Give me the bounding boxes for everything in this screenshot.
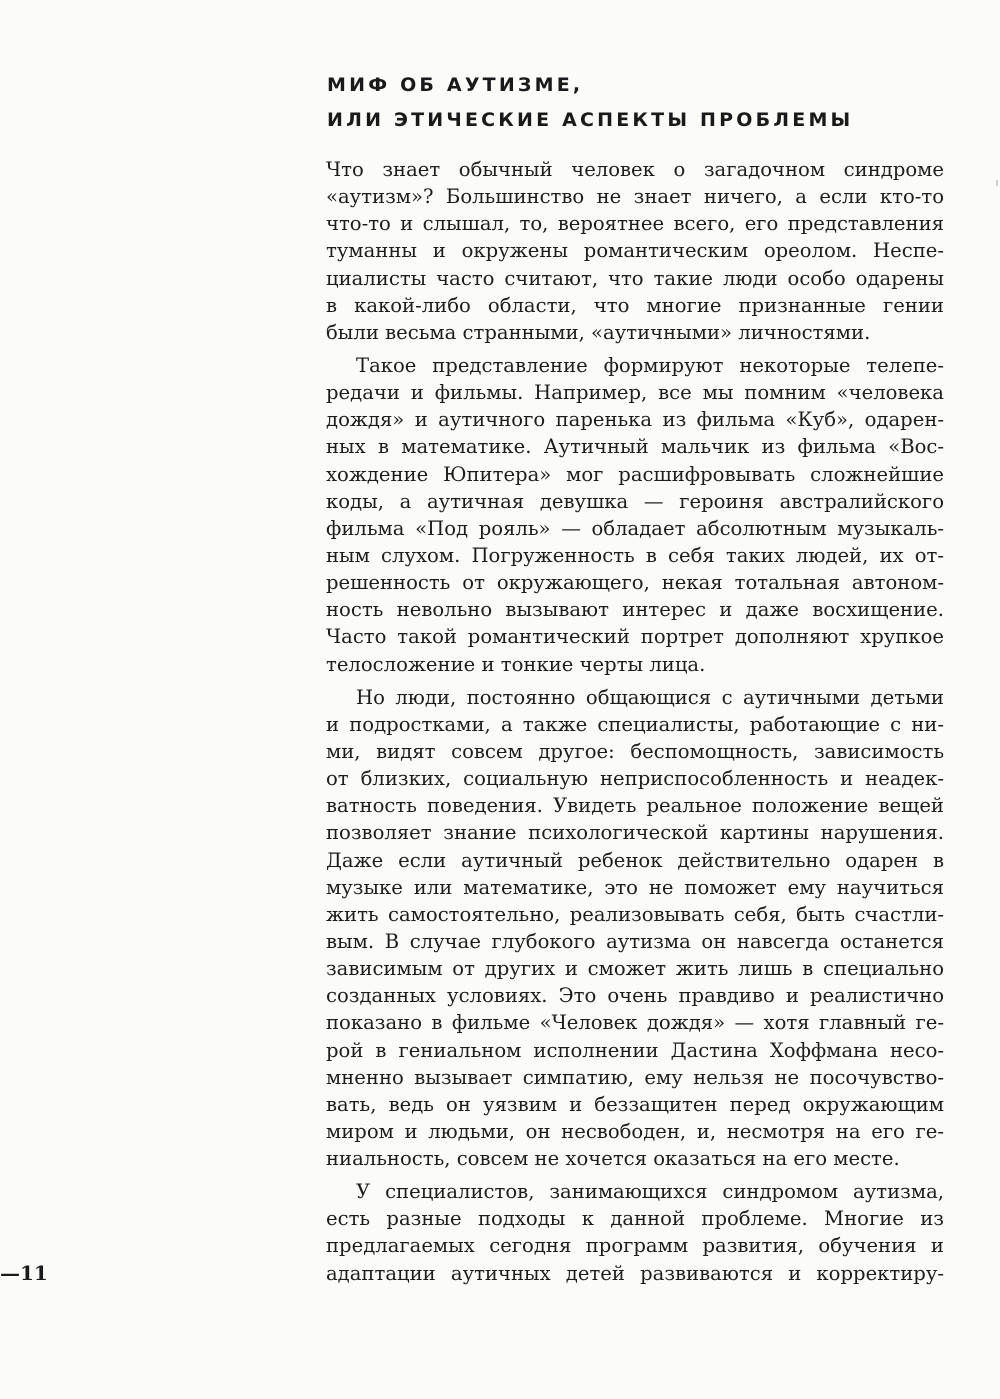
text-line: хождение Юпитера» мог расшифровывать сложнейшие <box>326 462 944 486</box>
text-line: ным слухом. Погруженность в себя таких людей, их от- <box>326 543 944 567</box>
text-line: Такое представление формируют некоторые телепе- <box>356 353 944 377</box>
chapter-heading <box>327 68 927 138</box>
text-line: зависимым от других и сможет жить лишь в специально <box>326 957 944 981</box>
text-line: Часто такой романтический портрет дополняют хрупкое <box>326 625 944 649</box>
text-line: адаптации аутичных детей развиваются и корректиру- <box>326 1261 944 1285</box>
text-line: есть разные подходы к данной проблеме. Многие из <box>326 1207 944 1231</box>
text-line: музыке или математике, это не поможет ему научиться <box>326 875 944 899</box>
text-line: предлагаемых сегодня программ развития, обучения и <box>326 1234 944 1258</box>
text-line: миром и людьми, он несвободен, и, несмотря на его ге- <box>326 1119 944 1143</box>
chapter-heading-line-1: МИФ ОБ АУТИЗМЕ, <box>327 74 584 96</box>
text-line: ность невольно вызывают интерес и даже восхищение. <box>326 598 944 622</box>
text-line: что-то и слышал, то, вероятнее всего, его представления <box>326 212 944 236</box>
text-line: позволяет знание психологической картины нарушения. <box>326 821 944 845</box>
scan-artifact <box>996 180 998 186</box>
text-line: в какой-либо области, что многие признанные гении <box>326 293 944 317</box>
text-line: туманны и окружены романтическим ореолом. Неспе- <box>326 239 944 263</box>
text-line: от близких, социальную неприспособленность и неадек- <box>326 767 944 791</box>
text-line: редачи и фильмы. Например, все мы помним «человека <box>326 381 944 405</box>
text-line: дождя» и аутичного паренька из фильма «Куб», одарен- <box>326 408 944 432</box>
text-line: вым. В случае глубокого аутизма он навсегда останется <box>326 929 944 953</box>
text-line: У специалистов, занимающихся синдромом аутизма, <box>356 1180 944 1204</box>
text-line: рой в гениальном исполнении Дастина Хоффмана несо- <box>326 1038 944 1062</box>
paragraph-1 <box>326 156 944 346</box>
text-line: жить самостоятельно, реализовывать себя, быть счастли- <box>326 902 944 926</box>
text-line: ми, видят совсем другое: беспомощность, зависимость <box>326 739 944 763</box>
text-line: вать, ведь он уязвим и беззащитен перед окружающим <box>326 1092 944 1116</box>
text-line: ватность поведения. Увидеть реальное положение вещей <box>326 794 944 818</box>
text-line: Что знает обычный человек о загадочном синдроме <box>326 158 944 181</box>
paragraph-2 <box>326 352 944 678</box>
text-line: ных в математике. Аутичный мальчик из фильма «Вос- <box>326 435 944 459</box>
text-line: телосложение и тонкие черты лица. <box>326 652 706 676</box>
page-number: —11 <box>0 1261 48 1285</box>
body-text <box>326 156 944 1287</box>
text-line: созданных условиях. Это очень правдиво и реалистично <box>326 984 944 1008</box>
text-line: фильма «Под рояль» — обладает абсолютным музыкаль- <box>326 516 944 540</box>
text-line: и подростками, а также специалисты, работающие с ни- <box>326 712 944 736</box>
text-line: мненно вызывает симпатию, ему нельзя не посочувство- <box>326 1065 944 1089</box>
paragraph-3 <box>326 684 944 1173</box>
text-line: были весьма странными, «аутичными» личностями. <box>326 320 871 344</box>
text-line: «аутизм»? Большинство не знает ничего, а если кто-то <box>326 185 944 209</box>
text-line: решенность от окружающего, некая тотальная автоном- <box>326 571 944 595</box>
text-line: показано в фильме «Человек дождя» — хотя главный ге- <box>326 1011 944 1035</box>
paragraph-4 <box>326 1178 944 1287</box>
text-line: ниальность, совсем не хочется оказаться на его месте. <box>326 1147 900 1171</box>
text-line: циалисты часто считают, что такие люди особо одарены <box>326 266 944 290</box>
text-line: коды, а аутичная девушка — героиня австралийского <box>326 489 944 513</box>
text-line: Но люди, постоянно общающися с аутичными детьми <box>356 685 944 709</box>
text-line: Даже если аутичный ребенок действительно одарен в <box>326 848 944 872</box>
chapter-heading-line-2: ИЛИ ЭТИЧЕСКИЕ АСПЕКТЫ ПРОБЛЕМЫ <box>327 109 854 131</box>
